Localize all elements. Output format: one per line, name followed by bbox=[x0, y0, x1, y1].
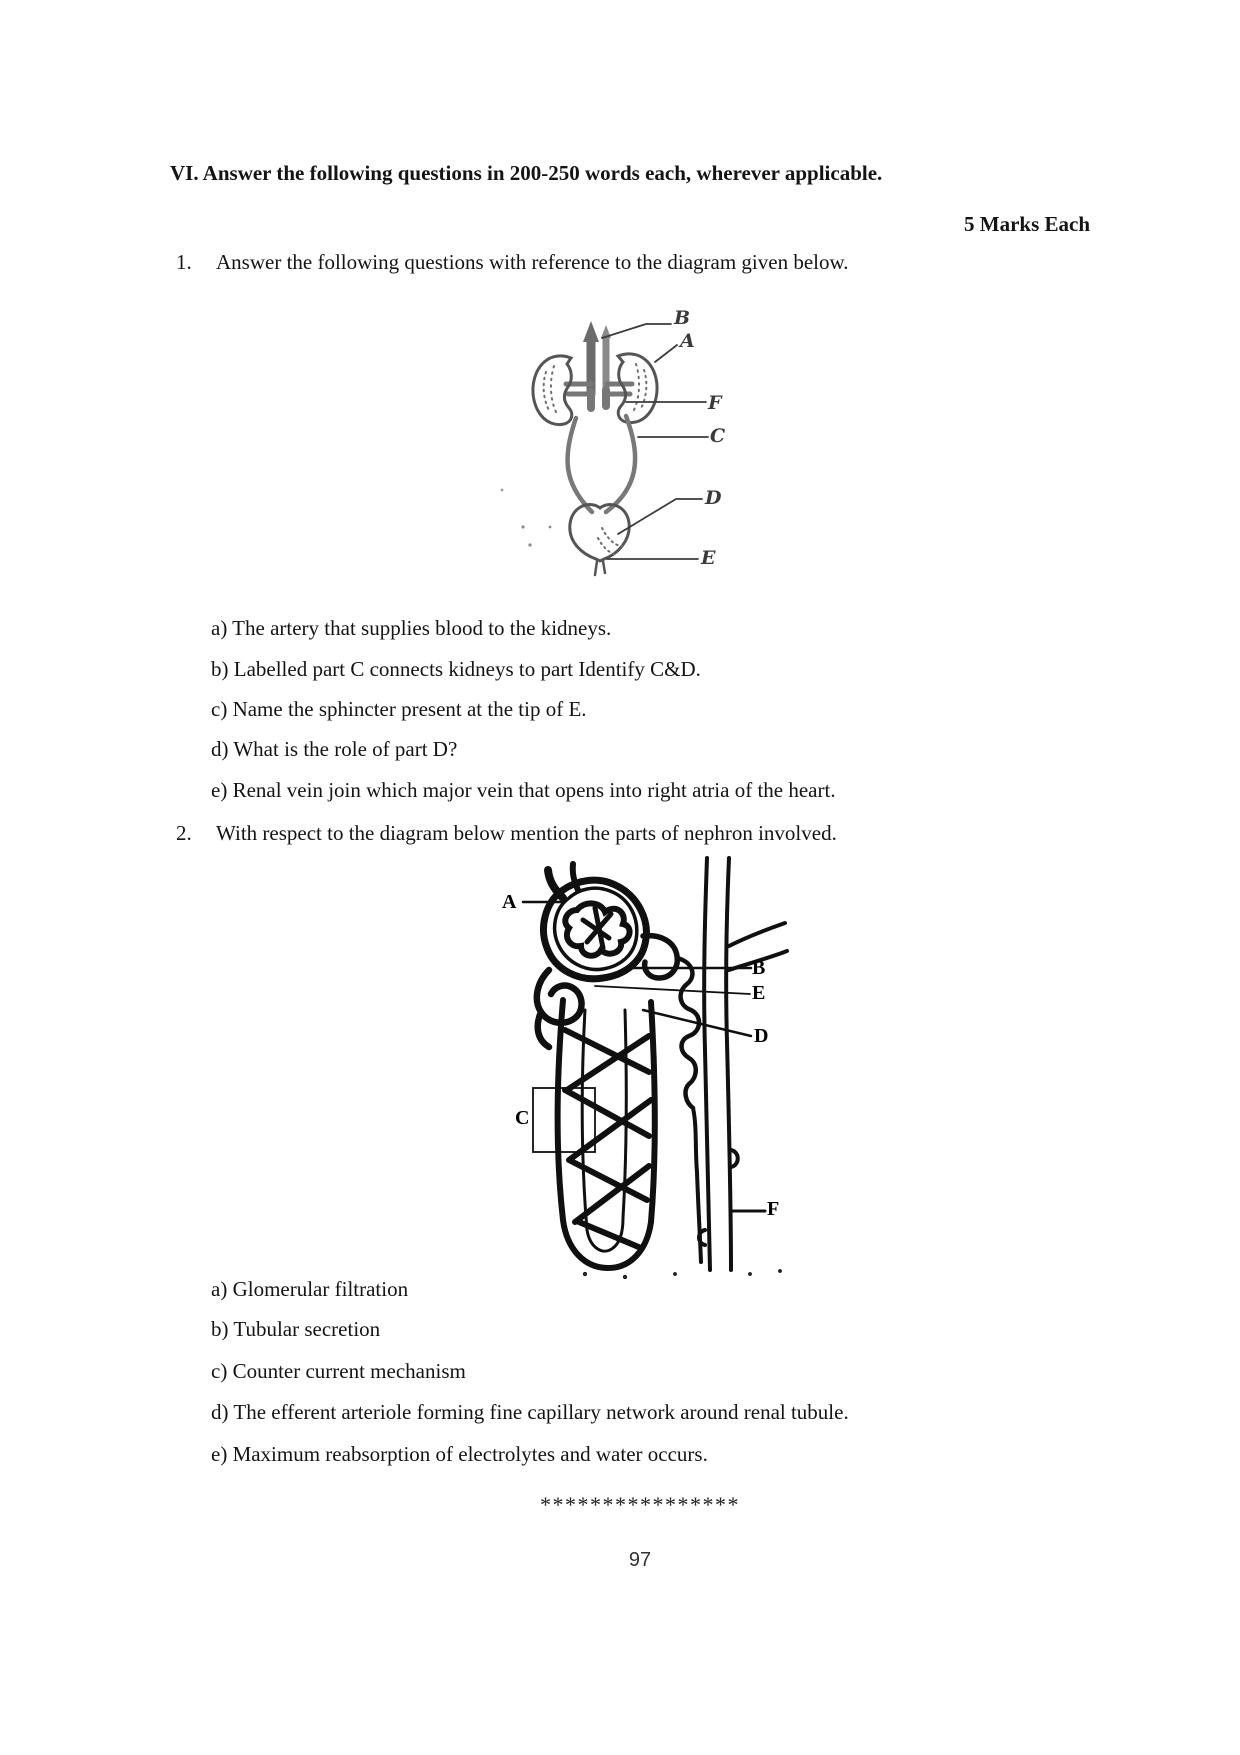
question2-prompt: With respect to the diagram below mention the parts of nephron involved. bbox=[216, 821, 837, 845]
diagram2-label-B: B bbox=[752, 957, 766, 979]
q1-sub-e: e) Renal vein join which major vein that opens into right atria of the heart. bbox=[211, 778, 836, 802]
diagram1-label-B: B bbox=[674, 307, 691, 329]
question1-number: 1. bbox=[176, 250, 192, 274]
q1-sub-c: c) Name the sphincter present at the tip of E. bbox=[211, 697, 587, 721]
diagram1-label-E: E bbox=[701, 547, 716, 569]
nephron-drawing bbox=[445, 850, 795, 1282]
urinary-system-diagram bbox=[450, 288, 740, 588]
diagram2-label-C: C bbox=[515, 1107, 530, 1129]
diagram2-label-F: F bbox=[767, 1198, 780, 1220]
diagram2-label-A: A bbox=[502, 891, 517, 913]
diagram2-label-D: D bbox=[754, 1025, 769, 1047]
q1-sub-d: d) What is the role of part D? bbox=[211, 737, 458, 761]
q2-sub-b: b) Tubular secretion bbox=[211, 1317, 381, 1341]
nephron-diagram bbox=[445, 850, 795, 1282]
diagram1-label-A: A bbox=[680, 330, 695, 352]
diagram1-label-D: D bbox=[705, 487, 722, 509]
q2-sub-c: c) Counter current mechanism bbox=[211, 1359, 466, 1383]
q2-sub-a: a) Glomerular filtration bbox=[211, 1277, 409, 1301]
question2-number: 2. bbox=[176, 821, 192, 845]
section-heading: VI. Answer the following questions in 200-250 words each, wherever applicable. bbox=[170, 161, 883, 185]
marks-label: 5 Marks Each bbox=[964, 212, 1090, 236]
separator-stars: **************** bbox=[540, 1492, 740, 1517]
diagram2-label-E: E bbox=[752, 982, 766, 1004]
q2-sub-d: d) The efferent arteriole forming fine capillary network around renal tubule. bbox=[211, 1400, 849, 1424]
diagram1-label-F: F bbox=[708, 392, 722, 414]
diagram1-label-C: C bbox=[710, 425, 726, 447]
urinary-system-drawing bbox=[450, 288, 740, 588]
question1-prompt: Answer the following questions with reference to the diagram given below. bbox=[216, 250, 849, 274]
q1-sub-a: a) The artery that supplies blood to the kidneys. bbox=[211, 616, 612, 640]
q1-sub-b: b) Labelled part C connects kidneys to part Identify C&D. bbox=[211, 657, 701, 681]
page-number: 97 bbox=[628, 1549, 652, 1571]
q2-sub-e: e) Maximum reabsorption of electrolytes and water occurs. bbox=[211, 1442, 708, 1466]
